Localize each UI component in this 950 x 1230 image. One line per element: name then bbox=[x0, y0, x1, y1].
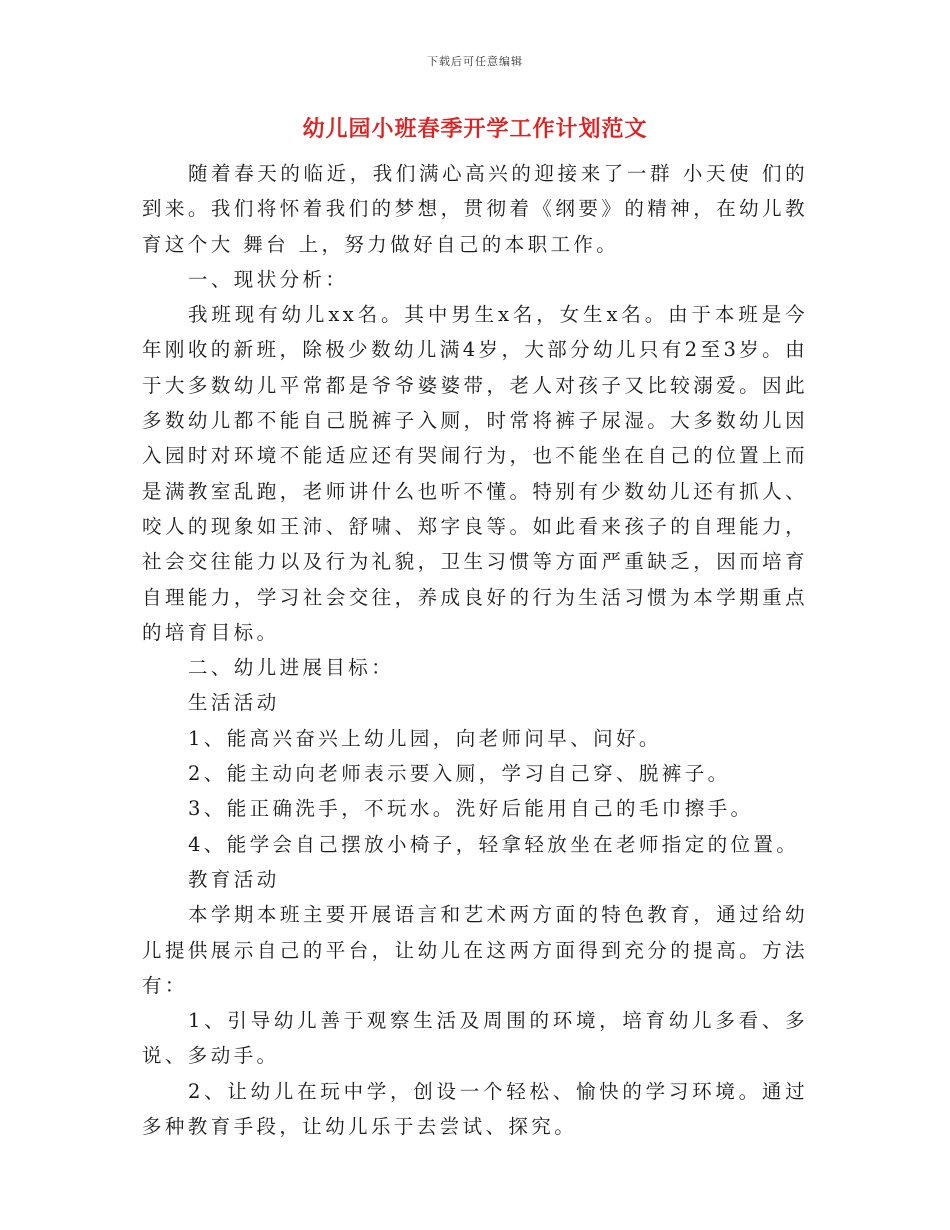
list-item: 1、能高兴奋兴上幼儿园，向老师问早、问好。 bbox=[188, 726, 662, 750]
list-item: 4、能学会自己摆放小椅子，轻拿轻放坐在老师指定的位置。 bbox=[188, 832, 800, 856]
list-item: 1、引导幼儿善于观察生活及周围的环境，培育幼儿多看、多说、多动手。 bbox=[142, 1009, 808, 1068]
document-title: 幼儿园小班春季开学工作计划范文 bbox=[302, 116, 648, 142]
list-item: 2、能主动向老师表示要入厕，学习自己穿、脱裤子。 bbox=[188, 762, 731, 786]
section-heading-status: 一、现状分析： bbox=[188, 267, 349, 291]
section-heading-goals: 二、幼儿进展目标： bbox=[188, 656, 395, 680]
header-note: 下载后可任意编辑 bbox=[427, 55, 523, 68]
intro-paragraph: 随着春天的临近，我们满心高兴的迎接来了一群 小天使 们的到来。我们将怀着我们的梦想，贯彻着《纲要》的精神，在幼儿教育这个大 舞台 上，努力做好自己的本职工作。 bbox=[142, 162, 808, 256]
subheading-education: 教育活动 bbox=[188, 867, 280, 891]
list-item: 2、让幼儿在玩中学，创设一个轻松、愉快的学习环境。通过多种教育手段，让幼儿乐于去尝试、探究。 bbox=[142, 1079, 808, 1139]
document-body bbox=[142, 156, 808, 1144]
status-analysis-paragraph: 我班现有幼儿xx名。其中男生x名，女生x名。由于本班是今年刚收的新班，除极少数幼儿满4岁，大部分幼儿只有2至3岁。由于大多数幼儿平常都是爷爷婆婆带，老人对孩子又比较溺爱。因此多数幼儿都不能自己脱裤子入厕，时常将裤子尿湿。大多数幼儿因入园时对环境不能适应还有哭闹行为，也不能坐在自己的位置上而是满教室乱跑，老师讲什么也听不懂。特别有少数幼儿还有抓人、咬人的现象如王沛、舒啸、郑字良等。如此看来孩子的自理能力，社会交往能力以及行为礼貌，卫生习惯等方面严重缺乏，因而培育自理能力，学习社会交往，养成良好的行为生活习惯为本学期重点的培育目标。 bbox=[142, 303, 808, 644]
list-item: 3、能正确洗手，不玩水。洗好后能用自己的毛巾擦手。 bbox=[188, 797, 754, 821]
education-paragraph: 本学期本班主要开展语言和艺术两方面的特色教育，通过给幼儿提供展示自己的平台，让幼儿在这两方面得到充分的提高。方法有： bbox=[142, 903, 808, 997]
subheading-daily-life: 生活活动 bbox=[188, 691, 280, 715]
